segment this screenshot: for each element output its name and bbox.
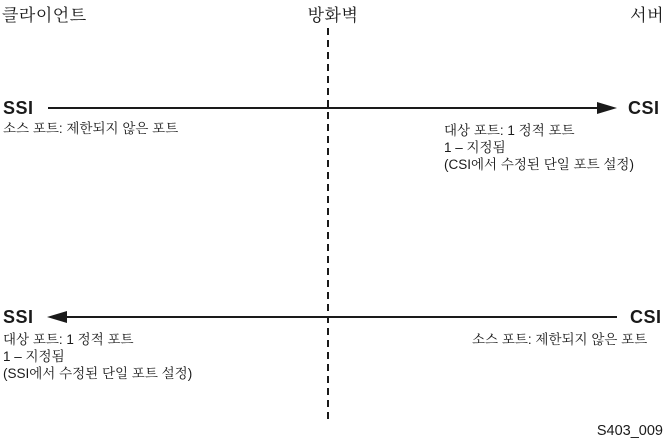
top-flow-dest-port-note	[444, 122, 634, 173]
bottom-flow-dest-port-note-line1: 대상 포트: 1 정적 포트	[3, 332, 134, 347]
zone-label-firewall: 방화벽	[307, 6, 359, 25]
bottom-flow-dest-port-note	[3, 331, 192, 382]
top-flow-dest-port-note-line1: 대상 포트: 1 정적 포트	[444, 123, 575, 138]
figure-id: S403_009	[596, 423, 663, 439]
bottom-flow-arrowhead-left-icon	[47, 311, 67, 323]
top-flow-arrow-shaft	[48, 107, 597, 109]
top-flow-arrowhead-right-icon	[597, 102, 617, 114]
bottom-flow-dest-port-note-line2: 1 – 지정됨	[3, 349, 65, 364]
bottom-flow-source-port-note: 소스 포트: 제한되지 않은 포트	[472, 332, 648, 347]
top-flow-csi-label: CSI	[628, 98, 660, 118]
top-flow-dest-port-note-line3: (CSI에서 수정된 단일 포트 설정)	[444, 157, 634, 172]
bottom-flow-ssi-label: SSI	[3, 307, 34, 327]
zone-label-server: 서버	[630, 6, 664, 25]
top-flow-ssi-label: SSI	[3, 98, 34, 118]
top-flow-source-port-note: 소스 포트: 제한되지 않은 포트	[3, 121, 179, 136]
top-flow-dest-port-note-line2: 1 – 지정됨	[444, 140, 506, 155]
bottom-flow-csi-label: CSI	[630, 307, 662, 327]
bottom-flow-arrow-shaft	[66, 316, 617, 318]
firewall-dashed-line	[327, 28, 329, 420]
zone-label-client: 클라이언트	[2, 6, 87, 25]
bottom-flow-dest-port-note-line3: (SSI에서 수정된 단일 포트 설정)	[3, 366, 193, 381]
